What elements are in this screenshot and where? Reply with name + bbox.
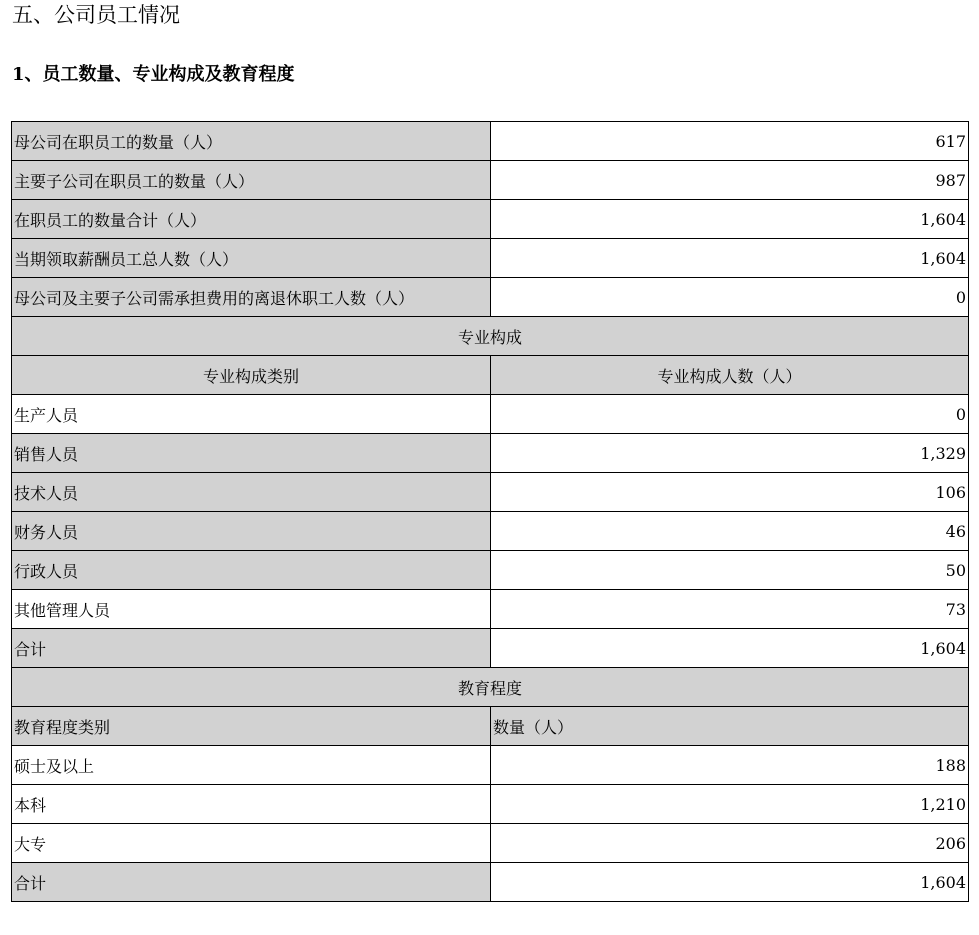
row-label: 当期领取薪酬员工总人数（人） — [12, 239, 491, 278]
row-label: 母公司在职员工的数量（人） — [12, 122, 491, 161]
row-value: 1,604 — [491, 239, 969, 278]
row-value: 0 — [491, 278, 969, 317]
table-row — [12, 161, 969, 200]
table-row — [12, 278, 969, 317]
table-row — [12, 590, 969, 629]
row-label: 主要子公司在职员工的数量（人） — [12, 161, 491, 200]
professional-col-count: 专业构成人数（人） — [491, 356, 969, 395]
row-label: 合计 — [12, 629, 491, 668]
table-row — [12, 785, 969, 824]
subsection-heading: 1、员工数量、专业构成及教育程度 — [12, 64, 295, 85]
education-section-title: 教育程度 — [12, 668, 969, 707]
row-value: 1,604 — [491, 629, 969, 668]
table-row — [12, 824, 969, 863]
table-row — [12, 434, 969, 473]
section-title-row — [12, 668, 969, 707]
table-row — [12, 863, 969, 902]
row-label: 生产人员 — [12, 395, 491, 434]
row-value: 206 — [491, 824, 969, 863]
education-col-count: 数量（人） — [491, 707, 969, 746]
table-row — [12, 551, 969, 590]
row-label: 其他管理人员 — [12, 590, 491, 629]
row-value: 0 — [491, 395, 969, 434]
employee-table — [11, 121, 969, 902]
table-row — [12, 239, 969, 278]
row-label: 本科 — [12, 785, 491, 824]
section-title-row — [12, 317, 969, 356]
row-value: 987 — [491, 161, 969, 200]
row-value: 1,210 — [491, 785, 969, 824]
table-row — [12, 395, 969, 434]
row-label: 硕士及以上 — [12, 746, 491, 785]
row-label: 行政人员 — [12, 551, 491, 590]
column-header-row — [12, 707, 969, 746]
row-value: 1,604 — [491, 200, 969, 239]
row-label: 销售人员 — [12, 434, 491, 473]
table-row — [12, 473, 969, 512]
row-label: 合计 — [12, 863, 491, 902]
table-row — [12, 512, 969, 551]
row-value: 1,329 — [491, 434, 969, 473]
row-value: 50 — [491, 551, 969, 590]
table-row — [12, 122, 969, 161]
row-label: 财务人员 — [12, 512, 491, 551]
row-value: 73 — [491, 590, 969, 629]
table-row — [12, 629, 969, 668]
table-row — [12, 746, 969, 785]
column-header-row — [12, 356, 969, 395]
row-label: 母公司及主要子公司需承担费用的离退休职工人数（人） — [12, 278, 491, 317]
education-col-category: 教育程度类别 — [12, 707, 491, 746]
row-label: 大专 — [12, 824, 491, 863]
professional-col-category: 专业构成类别 — [12, 356, 491, 395]
section-heading: 五、公司员工情况 — [12, 3, 180, 27]
row-label: 在职员工的数量合计（人） — [12, 200, 491, 239]
row-value: 617 — [491, 122, 969, 161]
row-value: 1,604 — [491, 863, 969, 902]
row-value: 46 — [491, 512, 969, 551]
row-value: 106 — [491, 473, 969, 512]
row-label: 技术人员 — [12, 473, 491, 512]
professional-section-title: 专业构成 — [12, 317, 969, 356]
row-value: 188 — [491, 746, 969, 785]
table-row — [12, 200, 969, 239]
